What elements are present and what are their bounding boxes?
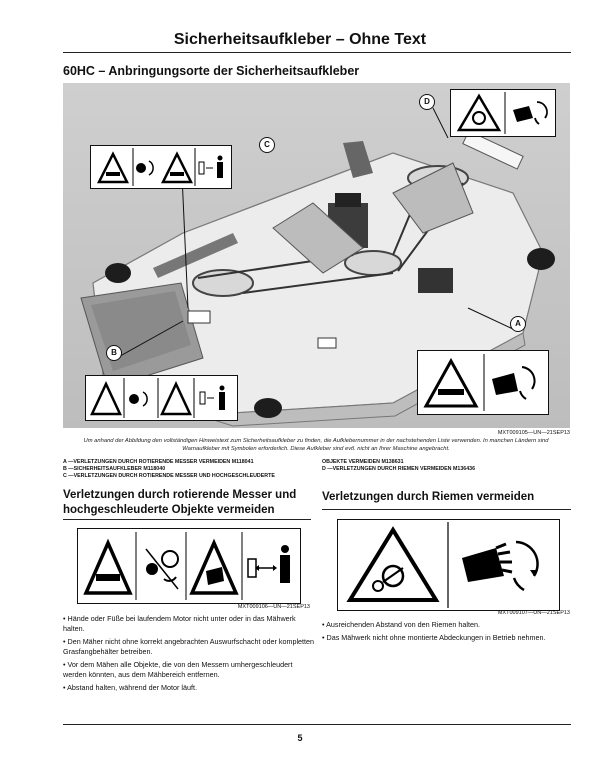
right-bullet-2: • Das Mähwerk nicht ohne montierte Abdeckungen in Betrieb nehmen.	[322, 633, 572, 643]
left-bullet-3: • Vor dem Mähen alle Objekte, die von den Messern umhergeschleudert werden könnten, aus dem Mähbereich entfernen.	[63, 660, 318, 680]
page-number: 5	[297, 733, 303, 743]
decal-d-pictograms	[451, 90, 555, 136]
decal-a-pictograms	[418, 351, 548, 414]
left-decal-pictograms	[78, 529, 300, 603]
callout-b: B	[106, 345, 122, 361]
left-bullet-4: • Abstand halten, während der Motor läuft.	[63, 683, 318, 693]
title-rule	[63, 52, 571, 53]
left-bullet-1: • Hände oder Füße bei laufendem Motor nicht unter oder in das Mähwerk halten.	[63, 614, 318, 634]
decal-c-inset	[90, 145, 232, 189]
callout-c: C	[259, 137, 275, 153]
figure-code: MXT009105—UN—21SEP13	[497, 430, 570, 436]
legend-item-c-cont: OBJEKTE VERMEIDEN M138631	[322, 459, 404, 465]
footer-rule	[63, 724, 571, 725]
legend-item-c: C —VERLETZUNGEN DURCH ROTIERENDE MESSER UND HOCHGESCHLEUDERTE	[63, 473, 275, 479]
callout-d: D	[419, 94, 435, 110]
right-bullet-1: • Ausreichenden Abstand von den Riemen halten.	[322, 620, 572, 630]
legend-item-a: A —VERLETZUNGEN DURCH ROTIERENDE MESSER VERMEIDEN M118041	[63, 459, 254, 465]
left-decal-code: MXT009106—UN—21SEP13	[237, 604, 310, 610]
legend-item-d: D —VERLETZUNGEN DURCH RIEMEN VERMEIDEN M136436	[322, 466, 476, 472]
right-heading-rule	[322, 509, 571, 510]
right-bullet-list	[322, 620, 572, 646]
left-heading-line1: Verletzungen durch rotierende Messer und	[63, 489, 297, 501]
left-heading-rule	[63, 519, 311, 520]
callout-a: A	[510, 316, 526, 332]
decal-b-inset	[85, 375, 238, 421]
mower-deck-figure	[63, 83, 570, 428]
section-heading: 60HC – Anbringungsorte der Sicherheitsaufkleber	[63, 64, 360, 78]
legend-item-b: B —SICHERHEITSAUFKLEBER M118040	[63, 466, 166, 472]
page-title: Sicherheitsaufkleber – Ohne Text	[173, 31, 427, 48]
decal-b-pictograms	[86, 376, 237, 420]
left-section-heading	[63, 488, 313, 518]
decal-c-pictograms	[91, 146, 231, 188]
right-section-heading: Verletzungen durch Riemen vermeiden	[322, 491, 535, 503]
decal-d-inset	[450, 89, 556, 137]
figure-caption: Um anhand der Abbildung den vollständigen Hinweistext zum Sicherheitsaufkleber zu finden, die Aufklebernummer in der nachstehenden Liste verwenden. In manchen Ländern sind Warnaufkleber mit Symbolen erforderlich. Diese Aufkleber sind evtl. nicht an Ihrer Maschine angebracht.	[83, 438, 549, 452]
right-decal-code: MXT009107—UN—21SEP13	[497, 610, 570, 616]
right-decal	[337, 519, 560, 611]
left-decal	[77, 528, 301, 604]
right-decal-pictograms	[338, 520, 559, 610]
legend-left	[63, 459, 313, 480]
decal-a-inset	[417, 350, 549, 415]
legend-right	[322, 459, 572, 473]
left-heading-line2: hochgeschleuderte Objekte vermeiden	[63, 504, 275, 516]
left-bullet-2: • Den Mäher nicht ohne korrekt angebrachten Auswurfschacht oder kompletten Grasfangbehälter betreiben.	[63, 637, 318, 657]
left-bullet-list	[63, 614, 318, 696]
